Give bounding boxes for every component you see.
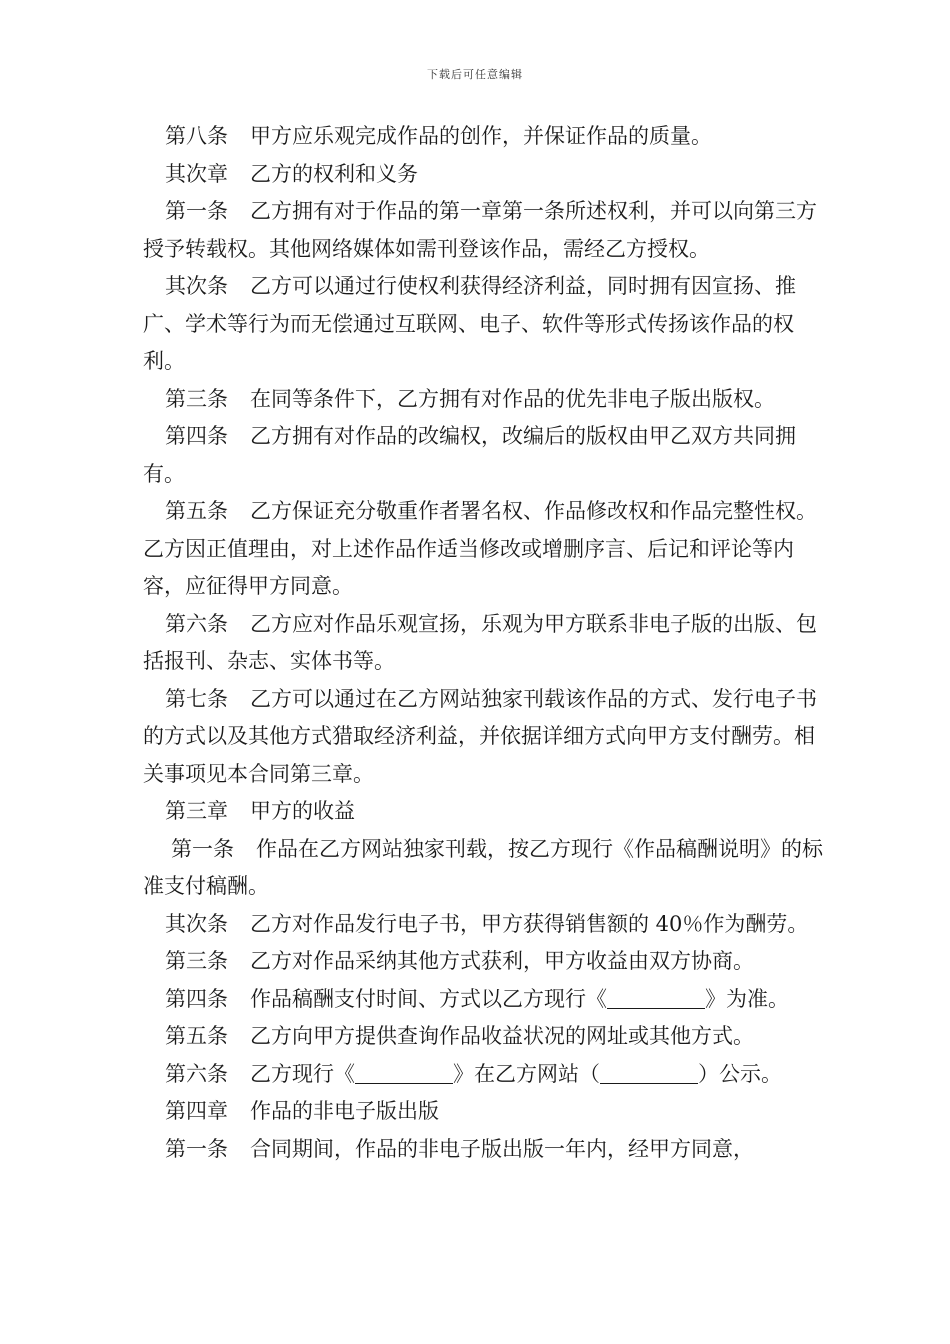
article-text: 乙方应对作品乐观宣扬，乐观为甲方联系非电子版的出版、包括报刊、杂志、实体书等。 [143,611,817,673]
chapter-heading [143,156,823,194]
article-text: 乙方拥有对于作品的第一章第一条所述权利，并可以向第三方授予转载权。其他网络媒体如需刊登该作品，需经乙方授权。 [143,199,817,261]
article-label: 其次条 [165,274,228,298]
article-paragraph [143,1018,823,1056]
article-text: 乙方现行《 [250,1061,355,1086]
article-text: 乙方向甲方提供查询作品收益状况的网址或其他方式。 [250,1024,754,1048]
article-paragraph [143,606,823,681]
article-label: 第七条 [165,686,228,711]
article-paragraph [143,418,823,493]
article-text: 乙方对作品采纳其他方式获利，甲方收益由双方协商。 [250,949,754,973]
article-paragraph [143,118,823,156]
article-paragraph [143,831,823,906]
fill-in-blank [607,987,705,1009]
chapter-title: 甲方的收益 [250,799,355,823]
fill-in-blank [355,1062,453,1084]
fill-in-blank [600,1062,698,1084]
article-label: 第三条 [165,949,228,973]
article-paragraph [143,1056,823,1094]
article-text: 合同期间，作品的非电子版出版一年内，经甲方同意， [250,1136,754,1161]
article-paragraph [143,943,823,981]
article-paragraph [143,1131,823,1169]
article-label: 第六条 [165,611,228,636]
article-text: 》在乙方网站（ [453,1061,600,1086]
chapter-label: 第三章 [165,799,228,823]
article-paragraph [143,381,823,419]
article-paragraph [143,268,823,381]
article-paragraph [143,493,823,606]
article-paragraph [143,681,823,794]
article-text: 乙方保证充分敬重作者署名权、作品修改权和作品完整性权。乙方因正值理由，对上述作品作适当修改或增删序言、后记和评论等内容，应征得甲方同意。 [143,499,817,598]
article-text: 乙方拥有对作品的改编权，改编后的版权由甲乙双方共同拥有。 [143,424,796,486]
article-text: 甲方应乐观完成作品的创作，并保证作品的质量。 [250,124,712,148]
chapter-label: 第四章 [165,1099,228,1123]
article-label: 第一条 [171,836,234,861]
chapter-title: 作品的非电子版出版 [250,1099,439,1123]
article-label: 第五条 [165,1024,228,1048]
article-text: 乙方可以通过行使权利获得经济利益，同时拥有因宣扬、推广、学术等行为而无偿通过互联网、电子、软件等形式传扬该作品的权利。 [143,274,796,373]
article-paragraph [143,193,823,268]
chapter-title: 乙方的权利和义务 [250,161,418,186]
article-label: 第四条 [165,424,228,448]
document-body [143,118,823,1168]
article-label: 其次条 [165,911,228,936]
article-paragraph [143,906,823,944]
article-text: 乙方可以通过在乙方网站独家刊载该作品的方式、发行电子书的方式以及其他方式猎取经济利益，并依据详细方式向甲方支付酬劳。相关事项见本合同第三章。 [143,686,817,786]
article-label: 第一条 [165,1136,228,1161]
article-paragraph [143,981,823,1019]
article-text: 作品在乙方网站独家刊载，按乙方现行《作品稿酬说明》的标准支付稿酬。 [143,836,823,898]
article-text: 在同等条件下，乙方拥有对作品的优先非电子版出版权。 [250,386,775,411]
article-text: ）公示。 [698,1061,782,1086]
article-label: 第三条 [165,386,228,411]
article-label: 第五条 [165,499,228,523]
article-label: 第一条 [165,199,228,223]
chapter-heading [143,1093,823,1131]
article-label: 第八条 [165,124,228,148]
chapter-heading [143,793,823,831]
article-label: 第四条 [165,986,228,1011]
page-header: 下载后可任意编辑 [427,68,523,81]
article-text: 》为准。 [705,986,789,1011]
article-label: 第六条 [165,1061,228,1086]
article-text: 乙方对作品发行电子书，甲方获得销售额的 40％作为酬劳。 [250,911,809,936]
article-text: 作品稿酬支付时间、方式以乙方现行《 [250,986,607,1011]
chapter-label: 其次章 [165,161,228,186]
